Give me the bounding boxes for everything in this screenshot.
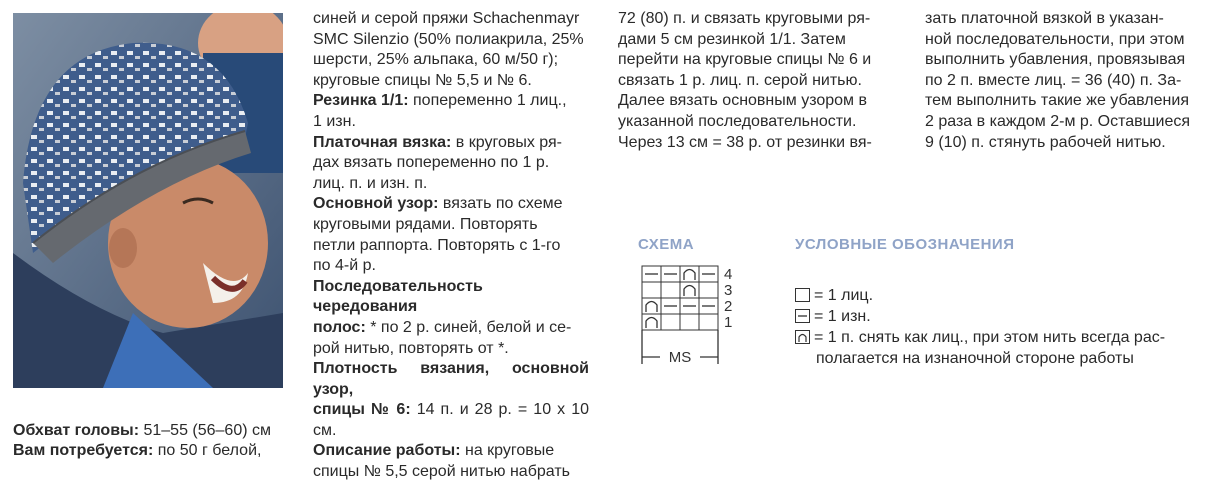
legend-item-purl	[795, 306, 1205, 327]
garter-text: дах вязать попеременно по 1 р.	[313, 154, 550, 172]
repeat-label: MS	[668, 349, 692, 366]
text-line: зать платочной вязкой в указан-	[925, 10, 1164, 27]
legend-knit-text: = 1 лиц.	[814, 287, 874, 304]
scheme-title: СХЕМА	[638, 236, 695, 253]
main-pattern-text: по 4-й р.	[313, 257, 376, 275]
head-size-label: Обхват головы:	[13, 422, 140, 439]
text-line: 9 (10) п. стянуть рабочей нитью.	[925, 133, 1166, 151]
instructions-column-4	[925, 9, 1201, 153]
garter-text: лиц. п. и изн. п.	[313, 174, 428, 192]
row-number: 2	[724, 298, 733, 315]
description-text: на круговые	[465, 442, 555, 460]
text-line: 2 раза в каждом 2-м р. Оставшиеся	[925, 112, 1191, 130]
product-photo	[13, 13, 283, 388]
text-line: перейти на круговые спицы № 6 и	[618, 51, 872, 69]
text-line: связать 1 р. лиц. п. серой нитью.	[618, 71, 862, 89]
legend-item-slip-cont	[795, 348, 1205, 369]
text-line: ной последовательности, при этом	[925, 30, 1185, 48]
main-pattern-text: вязать по схеме	[442, 195, 563, 213]
sequence-text: рой нитью, повторять от *.	[313, 339, 509, 357]
garter-label: Платочная вязка:	[313, 133, 452, 151]
text-line: 72 (80) п. и связать круговыми ря-	[618, 10, 871, 27]
knitting-chart	[630, 262, 750, 372]
legend-item-slip	[795, 327, 1205, 348]
main-pattern-text: круговыми рядами. Повторять	[313, 215, 538, 233]
legend-item-knit	[795, 285, 1205, 306]
slip-stitch-icon	[795, 330, 810, 344]
legend-purl-text: = 1 изн.	[814, 308, 871, 325]
legend-title: УСЛОВНЫЕ ОБОЗНАЧЕНИЯ	[795, 236, 1015, 253]
purl-symbol-icon	[795, 309, 810, 323]
instructions-column-3	[618, 9, 894, 153]
intro-text	[13, 421, 285, 461]
text-line: по 2 п. вместе лиц. = 36 (40) п. За-	[925, 71, 1182, 89]
sequence-label: полос:	[313, 318, 366, 336]
gauge-label: спицы № 6:	[313, 401, 411, 419]
row-number: 3	[724, 282, 733, 299]
rib-text: попеременно 1 лиц.,	[413, 92, 567, 110]
text-line: тем выполнить такие же убавления	[925, 92, 1189, 110]
text-line: дами 5 см резинкой 1/1. Затем	[618, 30, 846, 48]
text-line: Через 13 см = 38 р. от резинки вя-	[618, 133, 872, 151]
rib-label: Резинка 1/1:	[313, 92, 409, 110]
head-size-value: 51–55 (56–60) см	[143, 422, 271, 439]
sequence-label: Последовательность чередования	[313, 277, 483, 316]
text-line: круговые спицы № 5,5 и № 6.	[313, 71, 532, 89]
row-number: 1	[724, 314, 733, 331]
text-line: Далее вязать основным узором в	[618, 92, 867, 110]
garter-text: в круговых ря-	[455, 133, 562, 151]
legend-slip-text: полагается на изнаночной стороне работы	[816, 350, 1134, 367]
materials-label: Вам потребуется:	[13, 442, 154, 459]
description-text: спицы № 5,5 серой нитью набрать	[313, 463, 570, 481]
main-pattern-label: Основной узор:	[313, 195, 439, 213]
text-line: SMC Silenzio (50% полиакрила, 25%	[313, 30, 584, 48]
text-line: синей и серой пряжи Schachenmayr	[313, 10, 580, 27]
gauge-text: 14 п. и 28 р. = 10 х 10 см.	[313, 401, 589, 439]
description-label: Описание работы:	[313, 442, 461, 460]
instructions-column-2	[313, 9, 589, 483]
legend	[795, 285, 1205, 369]
rib-text: 1 изн.	[313, 112, 356, 130]
text-line: указанной последовательности.	[618, 112, 857, 130]
gauge-label: Плотность вязания, основной узор,	[313, 360, 589, 398]
text-line: выполнить убавления, провязывая	[925, 51, 1186, 69]
legend-slip-text: = 1 п. снять как лиц., при этом нить всегда рас-	[814, 329, 1166, 346]
materials-value: по 50 г белой,	[157, 442, 262, 459]
text-line: шерсти, 25% альпака, 60 м/50 г);	[313, 51, 559, 69]
knit-symbol-icon	[795, 288, 810, 302]
sequence-text: * по 2 р. синей, белой и се-	[370, 318, 572, 336]
photo-illustration	[13, 13, 283, 388]
main-pattern-text: петли раппорта. Повторять с 1-го	[313, 236, 561, 254]
row-number: 4	[724, 266, 733, 283]
